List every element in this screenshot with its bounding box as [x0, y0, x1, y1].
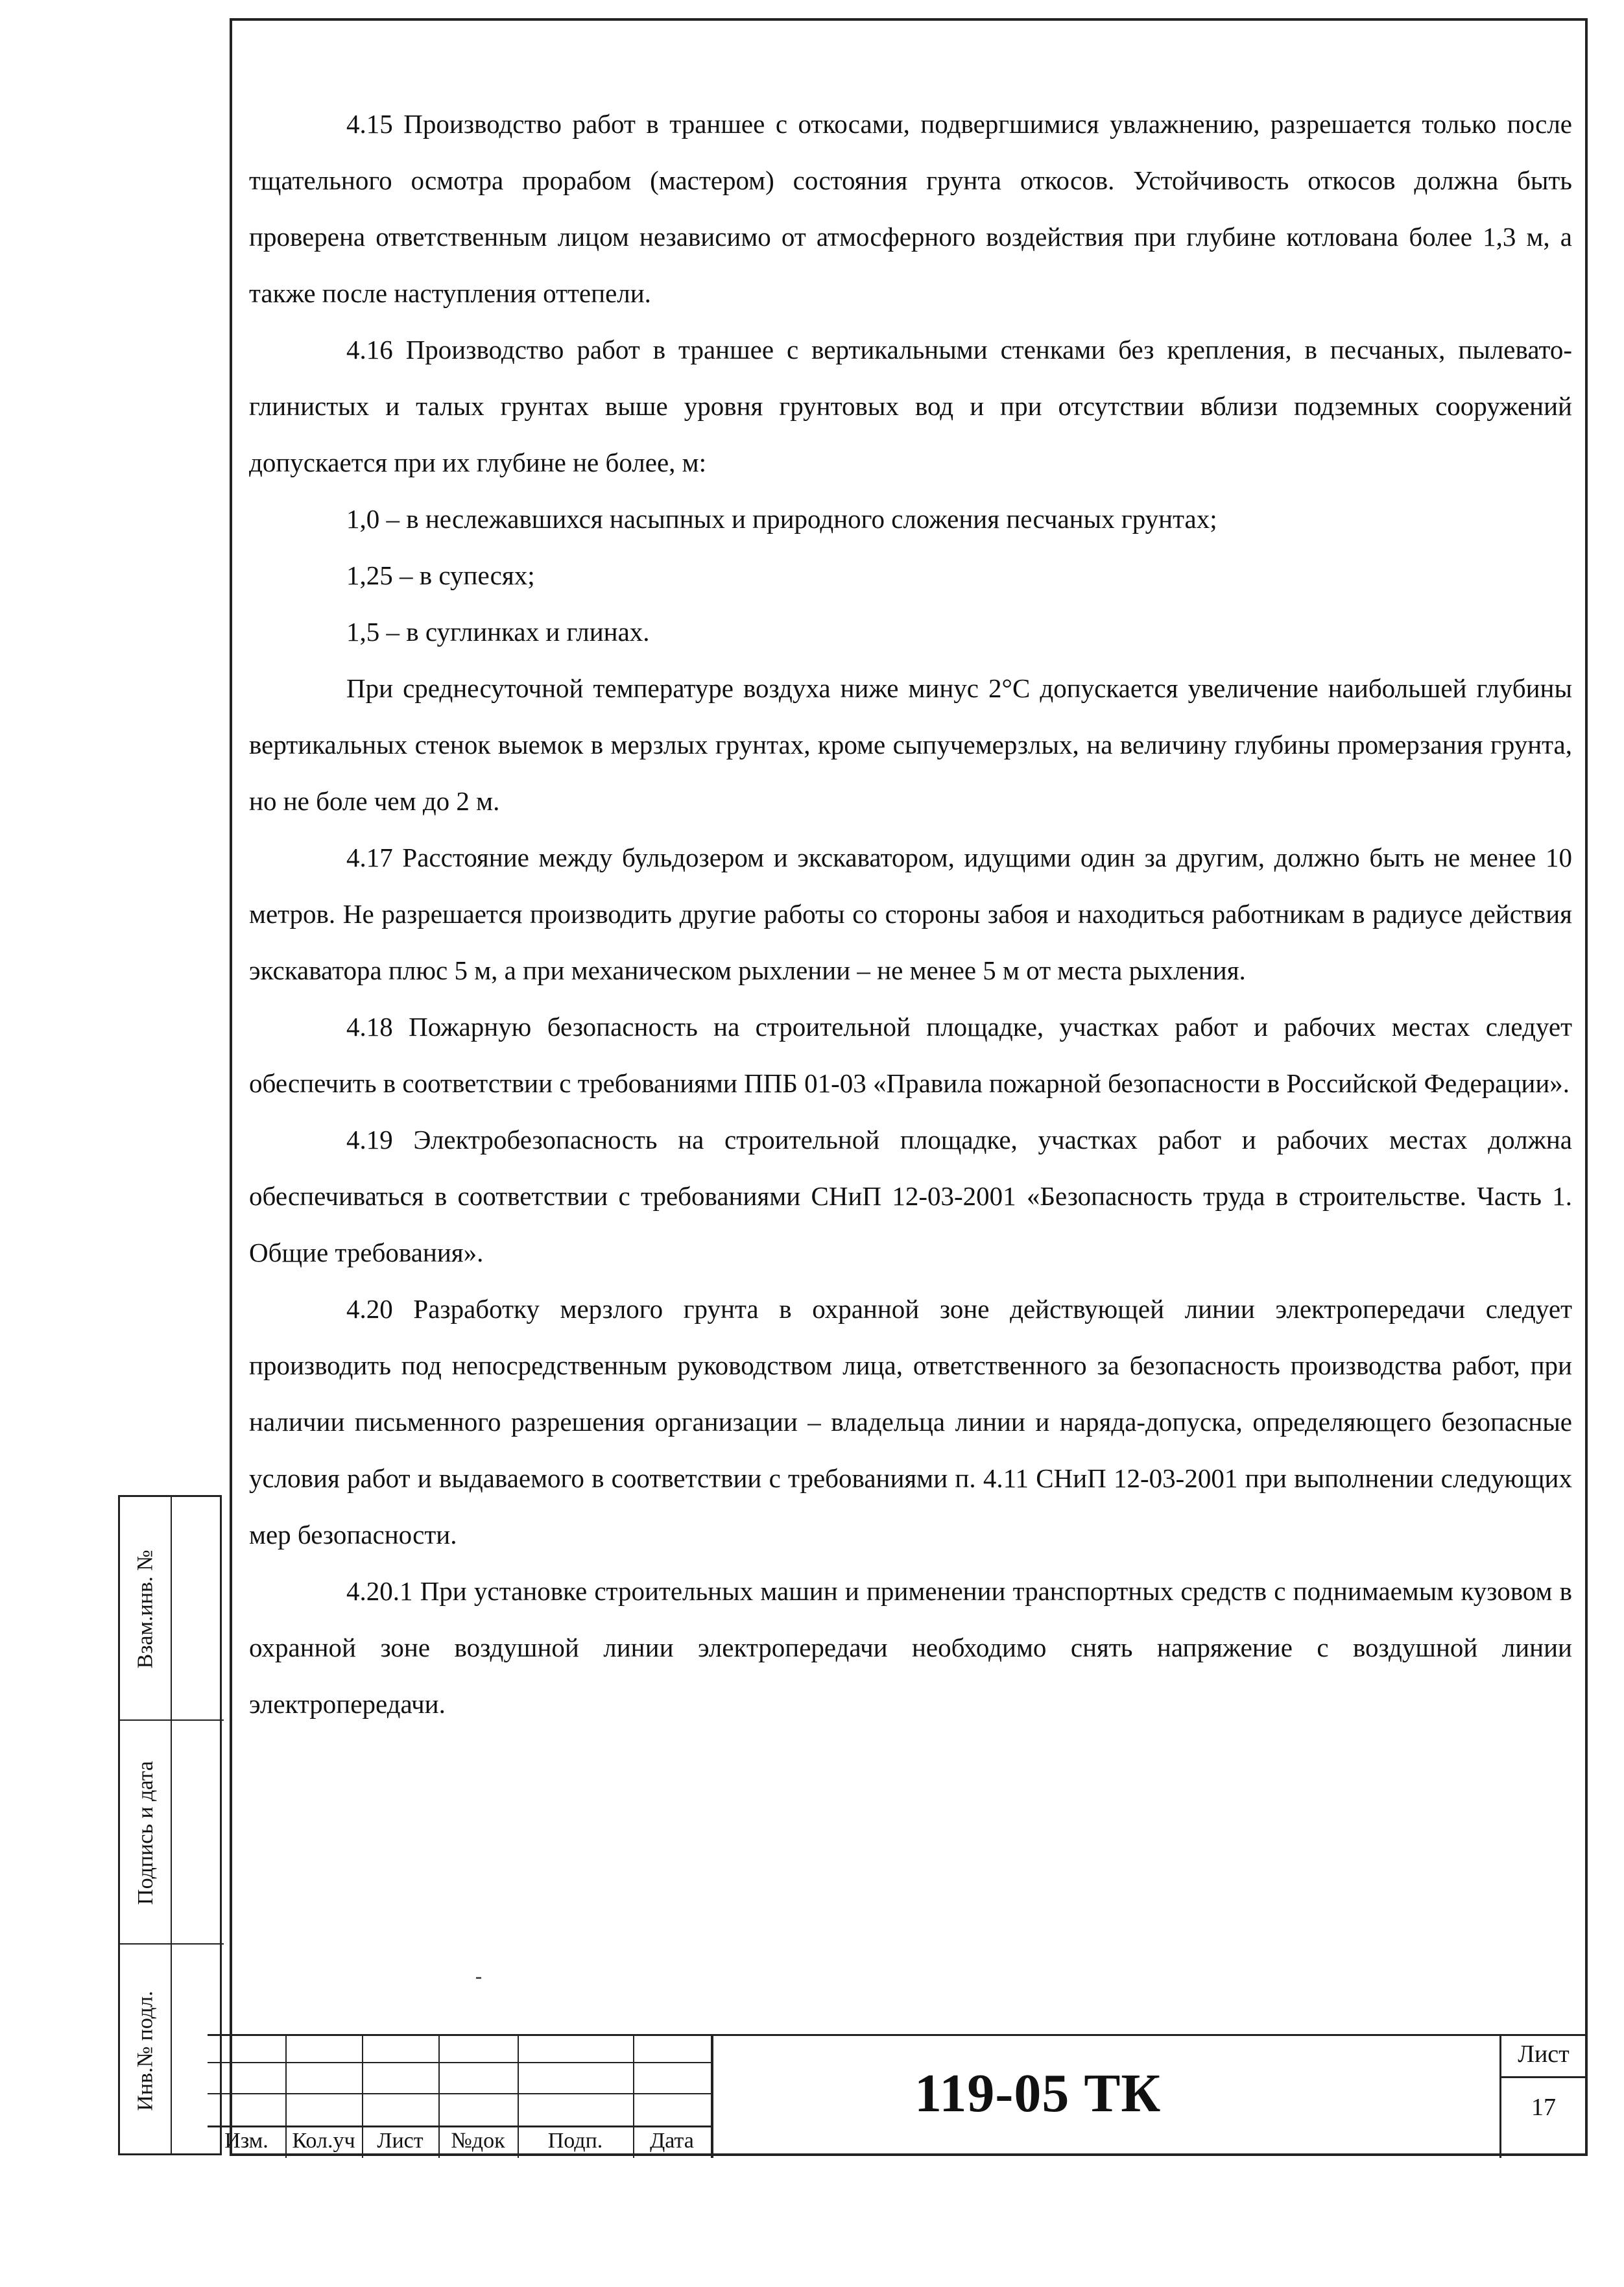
- list-item-loam-clay: 1,5 – в суглинках и глинах.: [346, 617, 650, 647]
- side-stamp: [118, 1495, 222, 2155]
- title-block: [208, 2034, 1588, 2156]
- tb-label-list: Лист: [377, 2129, 424, 2153]
- paragraph-frozen-ground: При среднесуточной температуре воздуха ниже минус 2°С допускается увеличение наибольшей глубины вертикальных стенок выемок в мерзлых грунтах, кроме сыпучемерзлых, на величину глубины промерзания грунта, но не боле чем до 2 м.: [249, 673, 1572, 816]
- side-label-inv: Инв.№ подл.: [134, 1991, 158, 2111]
- sheet-number: 17: [1531, 2094, 1556, 2121]
- sheet-label: Лист: [1518, 2041, 1570, 2068]
- tb-vline-6: [711, 2036, 713, 2158]
- side-value-podpis: [172, 1721, 224, 1945]
- document-body: [249, 96, 1572, 1732]
- tb-label-izm: Изм.: [224, 2129, 269, 2153]
- paragraph-4-15: 4.15 Производство работ в траншее с откосами, подвергшимися увлажнению, разрешается только после тщательного осмотра прорабом (мастером) состояния грунта откосов. Устойчивость откосов должна быть проверена ответственным лицом независимо от атмосферного воздействия при глубине котлована более 1,3 м, а также после наступления оттепели.: [249, 109, 1572, 308]
- list-item-sandy-loam: 1,25 – в супесях;: [346, 560, 535, 590]
- scan-speck: [476, 1977, 481, 1979]
- side-stamp-label-column: [120, 1497, 172, 2153]
- tb-label-ndok: №док: [451, 2129, 505, 2153]
- paragraph-4-19: 4.19 Электробезопасность на строительной площадке, участках работ и рабочих местах должна обеспечиваться в соответствии с требованиями СНиП 12-03-2001 «Безопасность труда в строительстве. Часть 1. Общие требования».: [249, 1125, 1572, 1267]
- document-code: 119-05 ТК: [914, 2063, 1162, 2124]
- tb-label-kol-uch: Кол.уч: [292, 2129, 355, 2153]
- side-value-vzam: [172, 1497, 224, 1721]
- tb-hline-2: [208, 2093, 713, 2094]
- paragraph-4-18: 4.18 Пожарную безопасность на строительной площадке, участках работ и рабочих местах следует обеспечить в соответствии с требованиями ППБ 01-03 «Правила пожарной безопасности в Российской Федерации».: [249, 1012, 1572, 1098]
- tb-label-podp: Подп.: [547, 2129, 603, 2153]
- paragraph-4-17: 4.17 Расстояние между бульдозером и экскаватором, идущими один за другим, должно быть не менее 10 метров. Не разрешается производить другие работы со стороны забоя и находиться работникам в радиусе действия экскаватора плюс 5 м, а при механическом рыхлении – не менее 5 м от места рыхления.: [249, 843, 1572, 985]
- tb-hline-1: [208, 2062, 713, 2063]
- paragraph-4-16: 4.16 Производство работ в траншее с вертикальными стенками без крепления, в песчаных, пылевато-глинистых и талых грунтах выше уровня грунтовых вод и при отсутствии вблизи подземных сооружений допускается при их глубине не более, м:: [249, 335, 1572, 477]
- tb-hline-3: [208, 2125, 713, 2127]
- list-item-sand: 1,0 – в неслежавшихся насыпных и природного сложения песчаных грунтах;: [346, 504, 1217, 534]
- tb-label-data: Дата: [650, 2129, 694, 2153]
- side-label-vzam: Взам.инв. №: [134, 1549, 158, 1669]
- paragraph-4-20: 4.20 Разработку мерзлого грунта в охранной зоне действующей линии электропередачи следует производить под непосредственным руководством лица, ответственного за безопасность производства работ, при наличии письменного разрешения организации – владельца линии и наряда-допуска, определяющего безопасные условия работ и выдаваемого в соответствии с требованиями п. 4.11 СНиП 12-03-2001 при выполнении следующих мер безопасности.: [249, 1294, 1572, 1550]
- side-label-podpis: Подпись и дата: [134, 1760, 158, 1905]
- paragraph-4-20-1: 4.20.1 При установке строительных машин и применении транспортных средств с поднимаемым кузовом в охранной зоне воздушной линии электропередачи необходимо снять напряжение с воздушной линии электропередачи.: [249, 1576, 1572, 1719]
